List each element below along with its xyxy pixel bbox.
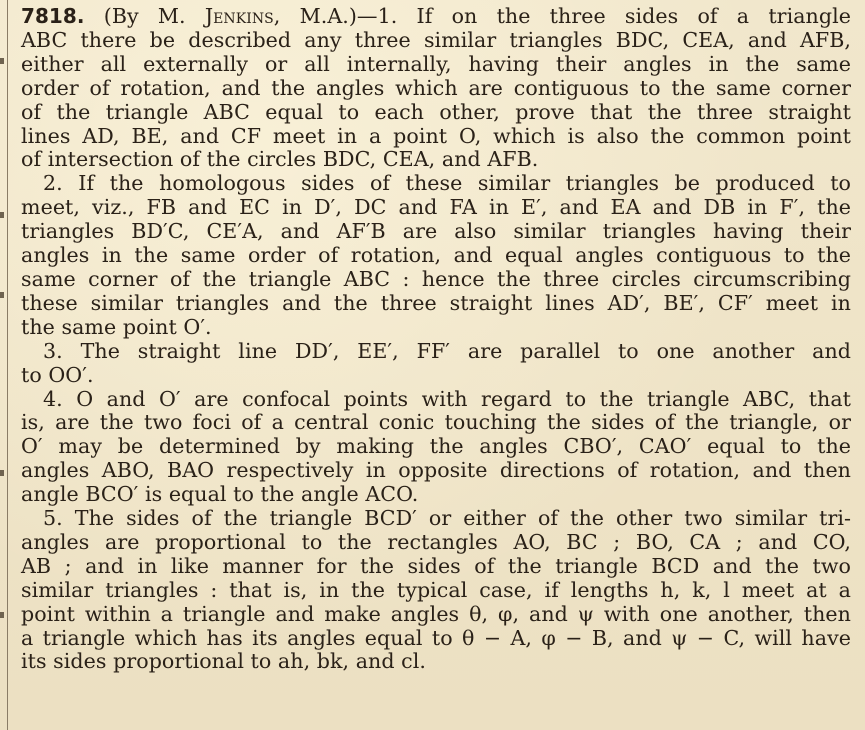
- paragraph-1: [21, 29, 851, 172]
- problem-heading-line: [21, 5, 851, 29]
- paragraph-line: angles are proportional to the rectangles AO, BC ; BO, CA ; and CO,: [21, 529, 851, 554]
- paragraph-line: its sides proportional to ah, bk, and cl.: [21, 649, 426, 674]
- paragraph-line: triangles BD′C, CE′A, and AF′B are also similar triangles having their: [21, 219, 851, 244]
- paragraph-line: is, are the two foci of a central conic touching the sides of the triangle, or: [21, 410, 851, 435]
- paragraph-line: the same point O′.: [21, 314, 212, 339]
- paragraph-line: to OO′.: [21, 362, 94, 387]
- author-degree: , M.A.): [273, 4, 357, 28]
- paragraph-line: angles ABO, BAO respectively in opposite directions of rotation, and then: [21, 458, 851, 483]
- paragraph-line: of the triangle ABC equal to each other, prove that the three straight: [21, 99, 851, 124]
- author-initial: M.: [157, 4, 205, 28]
- problem-number: 7818.: [21, 4, 85, 28]
- paragraph-line: lines AD, BE, and CF meet in a point O, which is also the common point: [21, 123, 851, 148]
- paragraph-1-intro: —1. If on the three sides of a triangle: [356, 4, 851, 28]
- paragraph-line: 5. The sides of the triangle BCD′ or either of the other two similar tri-: [43, 506, 851, 531]
- paragraph-line: meet, viz., FB and EC in D′, DC and FA in E′, and EA and DB in F′, the: [21, 195, 851, 220]
- left-margin-rule: [7, 0, 8, 730]
- paragraph-line: of intersection of the circles BDC, CEA, and AFB.: [21, 147, 539, 172]
- paragraph-4: [21, 388, 851, 508]
- author-name: Jenkins: [204, 4, 274, 28]
- paragraph-line: same corner of the triangle ABC : hence the three circles circumscribing: [21, 266, 851, 291]
- paragraph-line: 2. If the homologous sides of these similar triangles be produced to: [43, 171, 851, 196]
- margin-mark: [0, 612, 4, 618]
- paragraph-line: similar triangles : that is, in the typical case, if lengths h, k, l meet at a: [21, 577, 851, 602]
- paragraph-2: [21, 172, 851, 339]
- paragraph-line: angle BCO′ is equal to the angle ACO.: [21, 482, 419, 507]
- paragraph-5: [21, 507, 851, 674]
- paragraph-line: these similar triangles and the three straight lines AD′, BE′, CF′ meet in: [21, 290, 851, 315]
- paragraph-line: AB ; and in like manner for the sides of the triangle BCD and the two: [21, 553, 851, 578]
- margin-mark: [0, 212, 4, 218]
- byline-open: (By: [103, 4, 158, 28]
- paragraph-line: ABC there be described any three similar triangles BDC, CEA, and AFB,: [21, 27, 851, 52]
- paragraph-line: order of rotation, and the angles which are contiguous to the same corner: [21, 75, 851, 100]
- paragraph-line: O′ may be determined by making the angles CBO′, CAO′ equal to the: [21, 434, 851, 459]
- paragraph-line: 4. O and O′ are confocal points with regard to the triangle ABC, that: [43, 386, 851, 411]
- margin-mark: [0, 292, 4, 298]
- problem-text: [21, 5, 851, 674]
- paragraph-line: point within a triangle and make angles θ, φ, and ψ with one another, then: [21, 601, 851, 626]
- paragraph-line: either all externally or all internally, having their angles in the same: [21, 51, 851, 76]
- paragraph-line: 3. The straight line DD′, EE′, FF′ are parallel to one another and: [43, 338, 851, 363]
- paragraph-3: [21, 340, 851, 388]
- margin-mark: [0, 470, 4, 476]
- margin-mark: [0, 58, 4, 64]
- paragraph-line: a triangle which has its angles equal to θ − A, φ − B, and ψ − C, will have: [21, 625, 851, 650]
- paragraph-line: angles in the same order of rotation, and equal angles contiguous to the: [21, 243, 851, 268]
